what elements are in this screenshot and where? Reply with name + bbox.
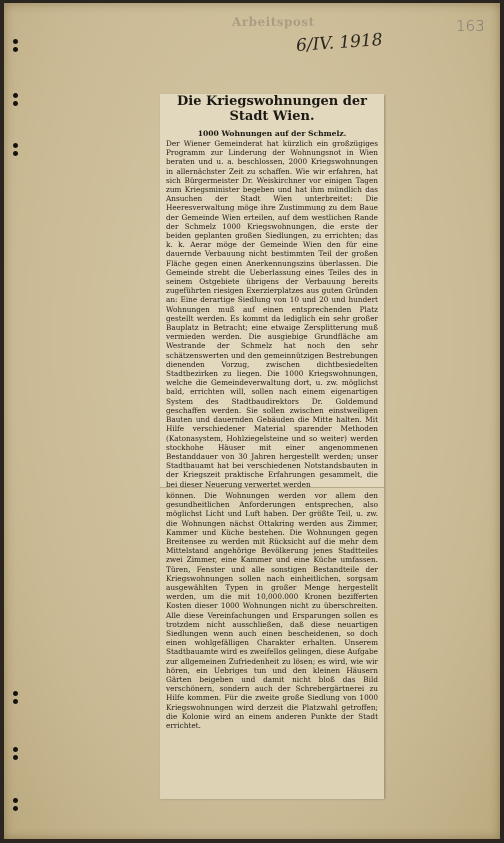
article-title: Die Kriegswohnungen der Stadt Wien. <box>177 94 367 124</box>
article-column-2: können. Die Wohnungen werden vor allem den gesundheitlichen Anforderungen entsprechen, also möglichst Licht und Luft haben. Der größte Teil, u. zw. die Wohnungen nächst Ottakring werden aus Zimmer, Kammer und Küche bestehen. Die Wohnungen gegen Breitensee zu werden mit Rücksicht auf die mehr dem Mittelstand angehörige Bevölkerung jenes Stadtteiles zwei Zimmer, eine Kammer und eine Küche umfassen. Türen, Fenster und alle sonstigen Bestandteile der Kriegswohnungen sollen nach einheitlichen, sorgsam ausgewählten Typen in großer Menge hergestellt werden, um die mit 10,000.000 Kronen bezifferten Kosten dieser 1000 Wohnungen nicht zu überschreiten. Alle diese Vereinfachungen und Ersparungen sollen es trotzdem nicht ausschließen, daß diese neuartigen Siedlungen wenn auch einen bescheidenen, so doch einen wohlgefälligen Charakter erhalten. Unserem Stadtbauamte wird es zweifellos gelingen, diese Aufgabe zur allgemeinen Zufriedenheit zu lösen; es wird, wie wir hören, ein Uebriges tun und den kleinen Häusern Gärten beigeben und damit nicht bloß das Bild verschönern, sondern auch der Schrebergärtnerei zu Hilfe kommen. Für die zweite große Siedlung von 1000 Kriegswohnungen wird derzeit die Platzwahl getroffen; die Kolonie wird an einem anderen Punkte der Stadt errichtet. <box>166 491 378 731</box>
archive-stamp: Arbeitspost <box>232 15 315 29</box>
binding-hole <box>13 806 18 811</box>
binding-hole <box>13 699 18 704</box>
binding-hole <box>13 747 18 752</box>
binding-hole <box>13 101 18 106</box>
binding-hole <box>13 143 18 148</box>
article-subtitle: 1000 Wohnungen auf der Schmelz. <box>197 129 347 138</box>
binding-hole <box>13 93 18 98</box>
folio-number: 163 <box>456 17 485 35</box>
binding-hole <box>13 39 18 44</box>
article-column-1: Der Wiener Gemeinderat hat kürzlich ein großzügiges Programm zur Linderung der Wohnungsnot in Wien beraten und u. a. beschlossen, 2000 Kriegswohnungen in allernächster Zeit zu schaffen. Wie wir erfahren, hat sich Bürgermeister Dr. Weiskirchner vor einigen Tagen zum Kriegsminister begeben und hat ihm mündlich das Ansuchen der Stadt Wien unterbreitet: Die Heeresverwaltung möge ihre Zustimmung zu dem Baue der Gemeinde Wien erteilen, auf dem westlichen Rande der Schmelz 1000 Kriegswohnungen, die erste der beiden geplanten großen Siedlungen, zu errichten; das k. k. Aerar möge der Gemeinde Wien den für eine dauernde Verbauung nicht bestimmten Teil der großen Fläche gegen einen Anerkennungszins überlassen. Die Gemeinde strebt die Ueberlassung eines Teiles des in seinem Ostgebiete übrigens der Verbauung bereits zugeführten riesigen Exerzierplatzes aus guten Gründen an: Eine derartige Siedlung von 10 und 20 und hundert Wohnungen muß auf einen entsprechenden Platz gestellt werden. Es kommt da lediglich ein sehr großer Bauplatz in Betracht; eine etwaige Zersplitterung muß vermieden werden. Die ausgiebige Grundfläche am Westrande der Schmelz hat noch den sehr schätzenswerten und den gemeinnützigen Bestrebungen dienenden Vorzug, zwischen dichtbesiedelten Stadtbezirken zu liegen. Die 1000 Kriegswohnungen, welche die Gemeindeverwaltung dort, u. zw. möglichst bald, errichten will, sollen nach einem eigenartigen System des Stadtbaudirektors Dr. Goldemund geschaffen werden. Sie sollen zwischen einstweiligen Bauten und dauernden Gebäuden die Mitte halten. Mit Hilfe verschiedener Material sparender Methoden (Katonasystem, Hohlziegelsteine und so weiter) werden stockhohe Häuser mit einer angenommenen Bestanddauer von 30 Jahren hergestellt werden; unser Stadtbauamt hat bei verschiedenen Notstandsbauten in der Kriegszeit praktische Erfahrungen gesammelt, die bei dieser Neuerung verwertet werden <box>166 139 378 489</box>
binding-hole <box>13 691 18 696</box>
handwritten-date: 6/IV. 1918 <box>295 30 384 56</box>
binding-hole <box>13 755 18 760</box>
binding-hole <box>13 798 18 803</box>
binding-hole <box>13 47 18 52</box>
binding-hole <box>13 151 18 156</box>
